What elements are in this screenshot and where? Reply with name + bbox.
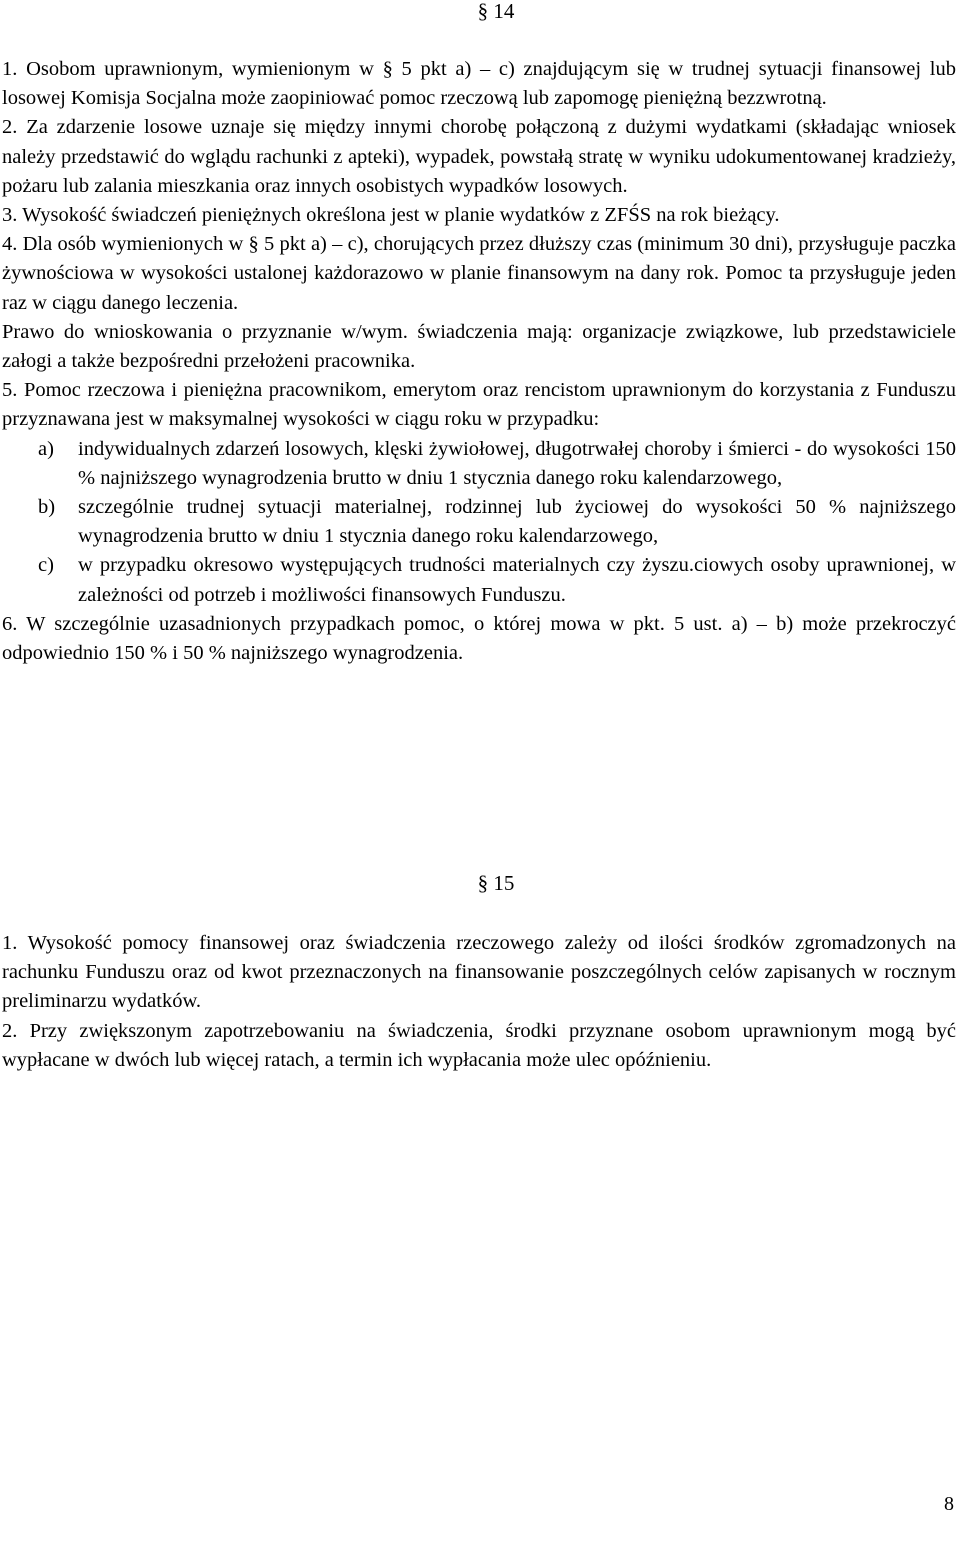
section-14-heading: § 14 (477, 0, 515, 23)
paragraph-15-1: 1. Wysokość pomocy finansowej oraz świadczenia rzeczowego zależy od ilości środków zgromadzonych na rachunku Funduszu oraz od kwot przeznaczonych na finansowanie poszczególnych celów zapisanych w rocznym preliminarzu wydatków. (2, 932, 956, 1013)
paragraph-15-2: 2. Przy zwiększonym zapotrzebowaniu na świadczenia, środki przyznane osobom uprawnionym mogą być wypłacane w dwóch lub więcej ratach, a termin ich wypłacania może ulec opóźnieniu. (2, 1019, 956, 1071)
paragraph-14-6: 6. W szczególnie uzasadnionych przypadkach pomoc, o której mowa w pkt. 5 ust. a) – b) może przekroczyć odpowiednio 150 % i 50 % najniższego wynagrodzenia. (2, 612, 956, 665)
section-15-body (2, 929, 956, 1075)
paragraph-14-4-note: Prawo do wnioskowania o przyznanie w/wym. świadczenia mają: organizacje związkowe, lub przedstawiciele załogi a także bezpośredni przełożeni pracownika. (2, 320, 956, 373)
paragraph-14-2: 2. Za zdarzenie losowe uznaje się między innymi chorobę połączoną z dużymi wydatkami (składając wniosek należy przedstawić do wglądu rachunki z apteki), wypadek, powstałą stratę w wyniku udokumentowanej kradzieży, pożaru lub zalania mieszkania oraz innych osobistych wypadków losowych. (2, 116, 956, 197)
page-number: 8 (944, 1493, 954, 1515)
subitem-a (2, 435, 956, 493)
subitem-c-text: w przypadku okresowo występujących trudności materialnych czy żyszu.ciowych osoby uprawnionej, w zależności od potrzeb i możliwości finansowych Funduszu. (78, 554, 956, 606)
subitem-c-label: c) (38, 554, 54, 577)
subitem-a-text: indywidualnych zdarzeń losowych, klęski żywiołowej, długotrwałej choroby i śmierci - do wysokości 150 % najniższego wynagrodzenia brutto w dniu 1 stycznia danego roku kalendarzowego, (78, 437, 956, 489)
paragraph-14-3: 3. Wysokość świadczeń pieniężnych określona jest w planie wydatków z ZFŚS na rok bieżący. (2, 204, 780, 227)
subitem-a-label: a) (38, 437, 54, 460)
section-15-heading: § 15 (477, 871, 515, 895)
paragraph-14-5: 5. Pomoc rzeczowa i pieniężna pracownikom, emerytom oraz rencistom uprawnionym do korzystania z Funduszu przyznawana jest w maksymalnej wysokości w ciągu roku w przypadku: (2, 379, 956, 431)
subitem-b (2, 493, 956, 551)
paragraph-14-4: 4. Dla osób wymienionych w § 5 pkt a) – c), chorujących przez dłuższy czas (minimum 30 dni), przysługuje paczka żywnościowa w wysokości ustalonej każdorazowo w planie finansowym na dany rok. Pomoc ta przysługuje jeden raz w ciągu danego leczenia. (2, 233, 956, 314)
subitem-b-text: szczególnie trudnej sytuacji materialnej, rodzinnej lub życiowej do wysokości 50 % najniższego wynagrodzenia brutto w dniu 1 stycznia danego roku kalendarzowego, (78, 496, 956, 548)
section-14-body (2, 55, 956, 668)
subitem-c (2, 551, 956, 609)
subitem-b-label: b) (38, 496, 56, 519)
paragraph-14-1: 1. Osobom uprawnionym, wymienionym w § 5 pkt a) – c) znajdującym się w trudnej sytuacji finansowej lub losowej Komisja Socjalna może zaopiniować pomoc rzeczową lub zapomogę pieniężną bezzwrotną. (2, 58, 956, 110)
